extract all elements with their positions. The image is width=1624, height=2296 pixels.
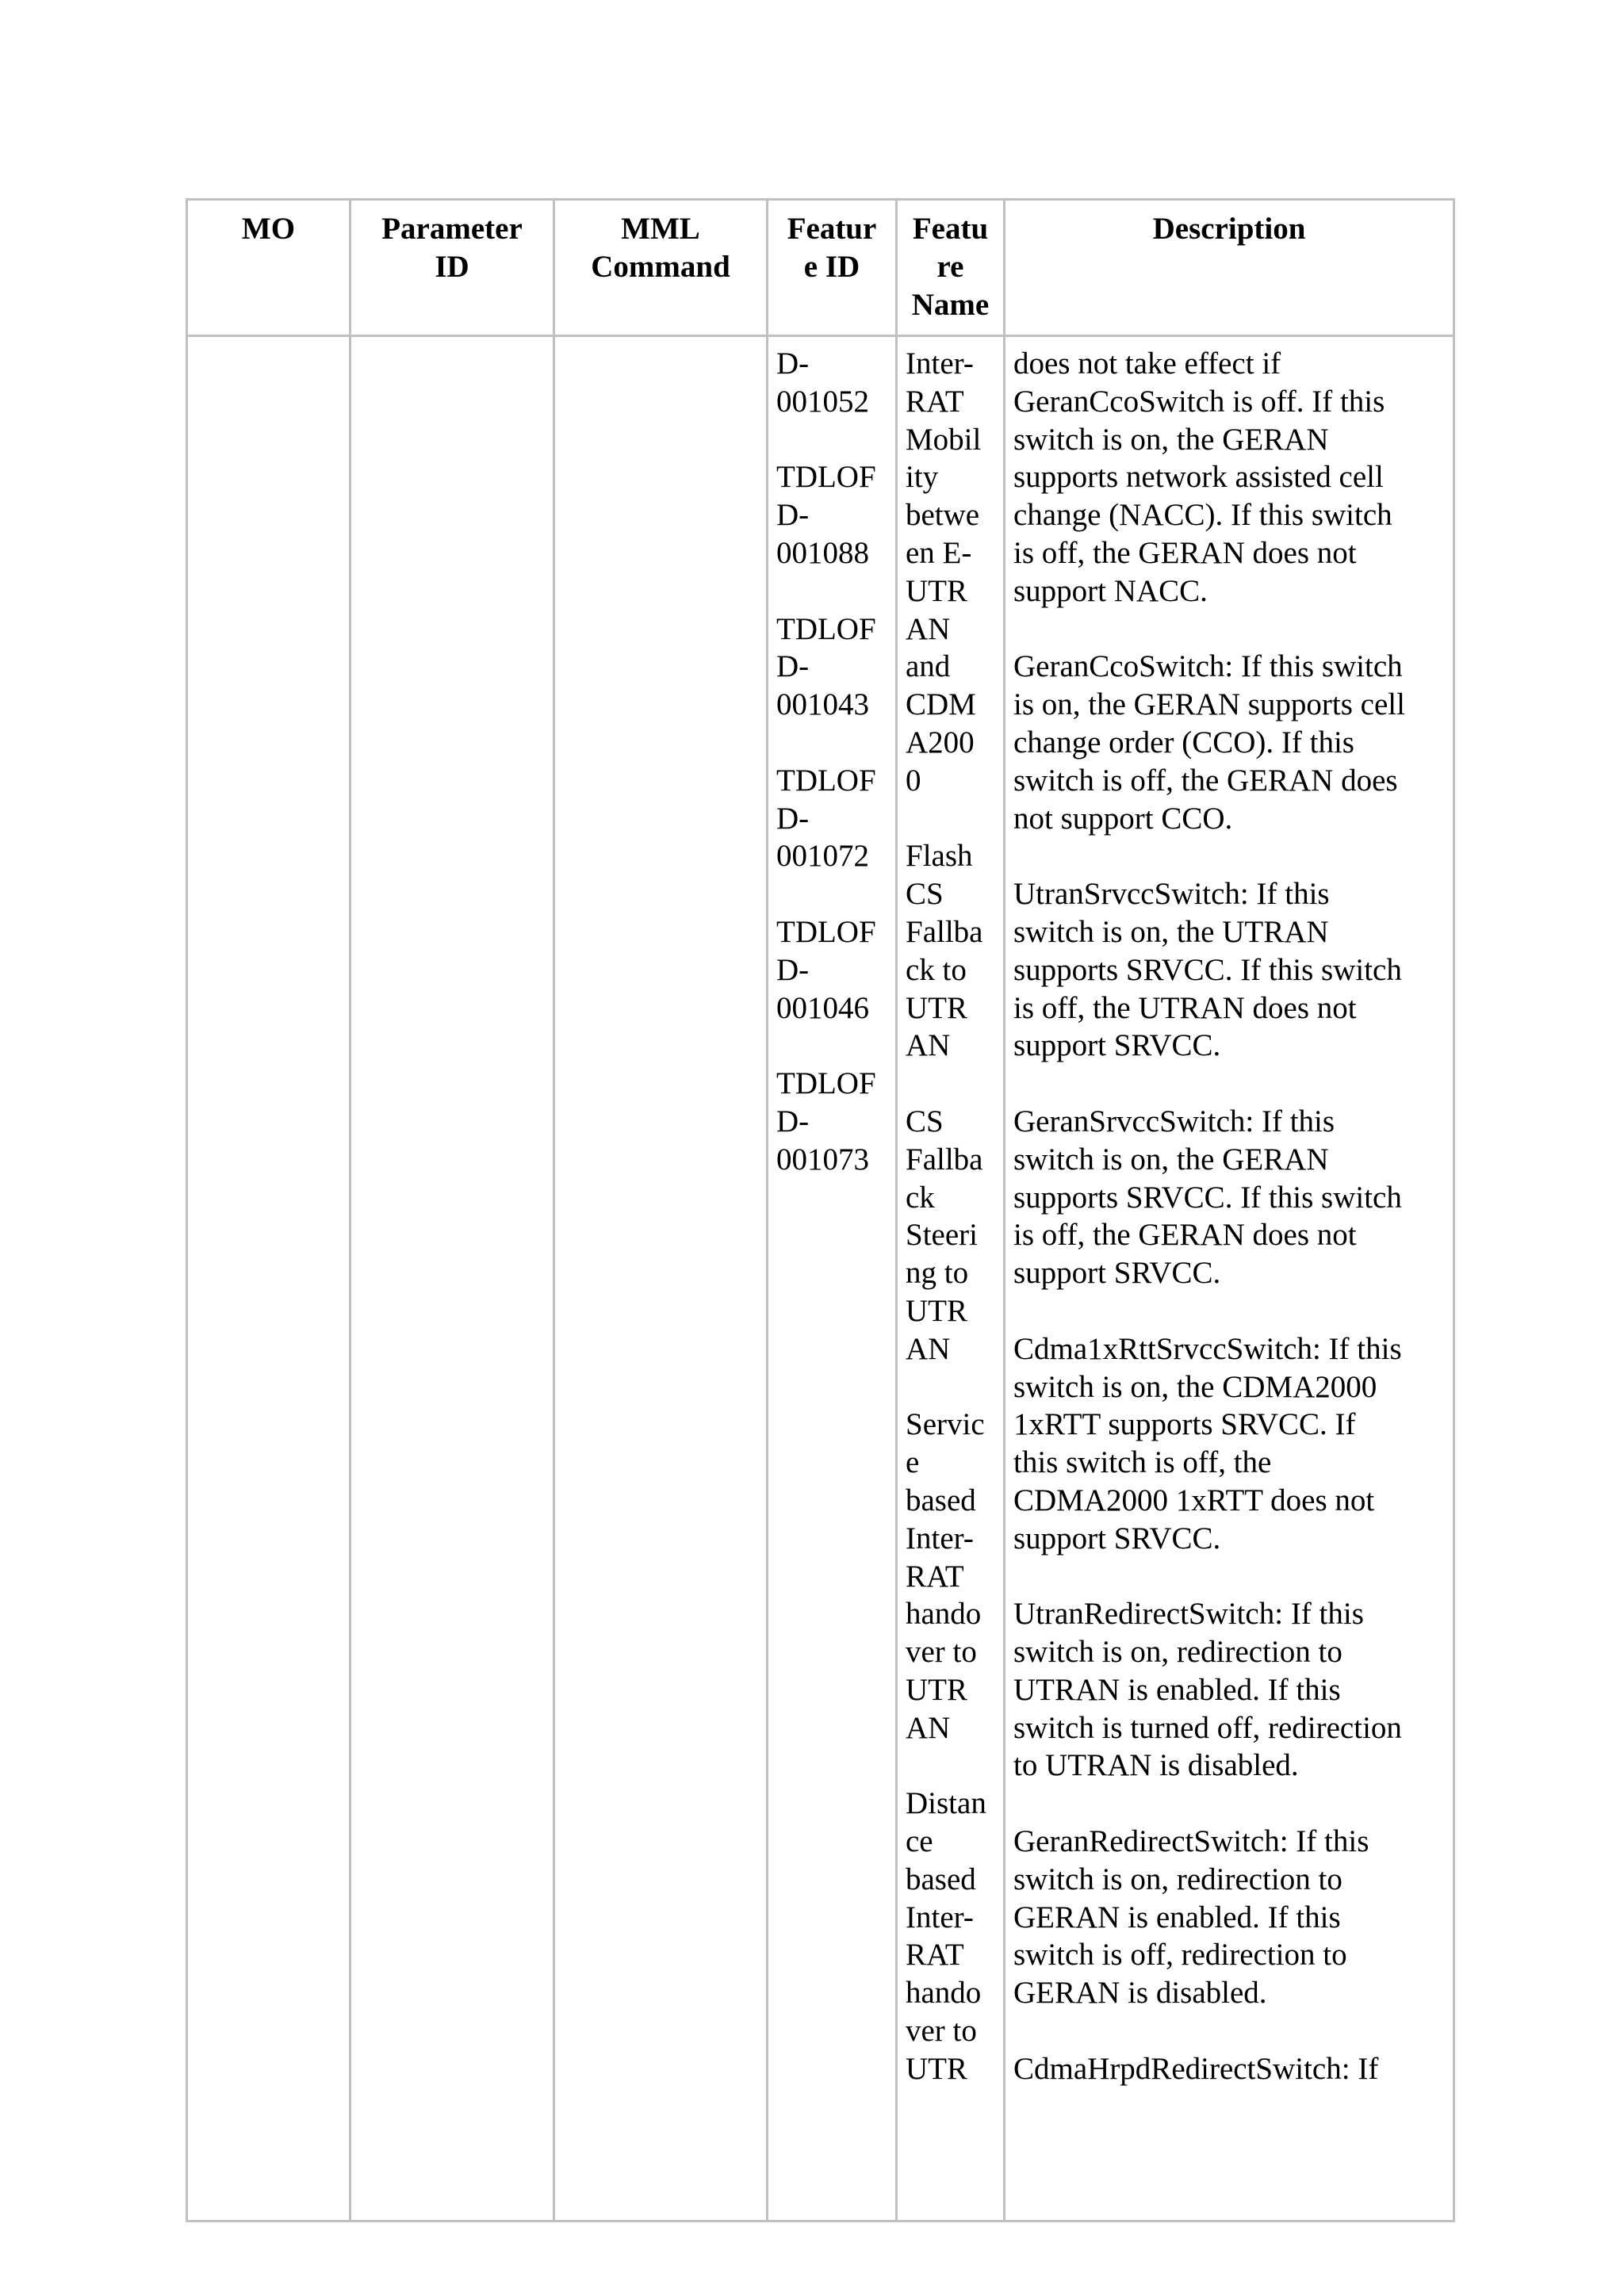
text-line: AN — [906, 611, 951, 646]
text-line: is off, the GERAN does not — [1013, 535, 1357, 570]
text-line: UTR — [906, 1672, 967, 1707]
text-line: D- — [776, 952, 810, 987]
text-line: MML — [621, 212, 700, 246]
text-line: Flash — [906, 839, 973, 874]
text-line: switch is off, redirection to — [1013, 1938, 1347, 1973]
text-line: is off, the GERAN does not — [1013, 1218, 1357, 1253]
text-line: switch is on, the CDMA2000 — [1013, 1369, 1377, 1404]
text-line: 1xRTT supports SRVCC. If — [1013, 1407, 1356, 1442]
text-line: supports SRVCC. If this switch — [1013, 1180, 1402, 1215]
text-line: e — [906, 1445, 920, 1480]
header-description — [1005, 200, 1454, 336]
text-line: GeranCcoSwitch: If this switch — [1013, 649, 1403, 684]
text-line: 001043 — [776, 687, 869, 722]
text-line: Fallba — [906, 914, 983, 949]
text-line: switch is on, redirection to — [1013, 1862, 1342, 1896]
text-line: Steeri — [906, 1218, 978, 1253]
header-feature-name — [897, 200, 1005, 336]
text-line — [776, 724, 887, 762]
text-line: ce — [906, 1824, 933, 1859]
cell-mo — [187, 336, 350, 2221]
text-line: 001072 — [776, 839, 869, 874]
text-line — [1013, 1065, 1445, 1103]
text-line — [906, 800, 995, 838]
header-mml-command — [554, 200, 768, 336]
text-line: TDLOF — [776, 611, 876, 646]
text-line: GeranRedirectSwitch: If this — [1013, 1824, 1369, 1859]
text-line: support SRVCC. — [1013, 1521, 1221, 1556]
cell-mml-command — [554, 336, 768, 2221]
text-line: D- — [776, 346, 810, 381]
text-line: RAT — [906, 384, 964, 419]
text-line: and — [906, 649, 951, 684]
text-line: Featu — [912, 212, 989, 246]
text-line: ID — [435, 249, 469, 284]
text-line: supports SRVCC. If this switch — [1013, 952, 1402, 987]
text-line: UtranRedirectSwitch: If this — [1013, 1597, 1364, 1632]
text-line: switch is on, the GERAN — [1013, 1142, 1329, 1177]
text-line: e ID — [803, 249, 860, 284]
text-line: hando — [906, 1976, 982, 2011]
text-line: support SRVCC. — [1013, 1256, 1221, 1291]
text-line: CDMA2000 1xRTT does not — [1013, 1483, 1375, 1517]
cell-feature-name — [897, 336, 1005, 2221]
text-line: Command — [591, 249, 730, 284]
text-line: UTR — [906, 1293, 967, 1328]
text-line — [776, 1027, 887, 1065]
text-line: UTR — [906, 990, 967, 1025]
text-line: is on, the GERAN supports cell — [1013, 687, 1405, 722]
text-line: Description — [1152, 212, 1306, 246]
text-line: based — [906, 1862, 976, 1896]
cell-parameter-id — [350, 336, 554, 2221]
text-line: A200 — [906, 725, 975, 760]
text-line — [906, 1065, 995, 1103]
text-line: supports network assisted cell — [1013, 460, 1384, 495]
text-line: hando — [906, 1597, 982, 1632]
text-line: TDLOF — [776, 914, 876, 949]
text-line — [906, 1368, 995, 1406]
text-line — [776, 572, 887, 610]
text-line: MO — [241, 212, 296, 246]
text-line: 001073 — [776, 1142, 869, 1177]
text-line: AN — [906, 1331, 951, 1366]
header-feature-id — [768, 200, 897, 336]
text-line: Name — [911, 287, 990, 322]
text-line: UTR — [906, 573, 967, 608]
text-line: 0 — [906, 763, 921, 798]
text-line: ng to — [906, 1256, 969, 1291]
table-row — [187, 336, 1454, 2221]
text-line: Mobil — [906, 422, 982, 457]
text-line: GeranCcoSwitch is off. If this — [1013, 384, 1385, 419]
text-line — [776, 875, 887, 913]
text-line: switch is on, redirection to — [1013, 1635, 1342, 1670]
text-line: en E- — [906, 535, 972, 570]
text-line — [1013, 1785, 1445, 1823]
text-line: re — [936, 249, 964, 284]
text-line: Featur — [787, 212, 877, 246]
text-line: 001052 — [776, 384, 869, 419]
header-parameter-id — [350, 200, 554, 336]
text-line: Inter- — [906, 1900, 974, 1934]
text-line: ck to — [906, 952, 967, 987]
text-line: D- — [776, 1104, 810, 1138]
text-line — [1013, 837, 1445, 875]
text-line: Distan — [906, 1786, 986, 1821]
text-line: Inter- — [906, 346, 974, 381]
text-line: Fallba — [906, 1142, 983, 1177]
text-line: UTR — [906, 2051, 967, 2086]
text-line: switch is on, the GERAN — [1013, 422, 1329, 457]
text-line: ver to — [906, 2014, 977, 2049]
text-line: GERAN is enabled. If this — [1013, 1900, 1341, 1934]
cell-feature-id — [768, 336, 897, 2221]
text-line: Servic — [906, 1407, 985, 1442]
text-line: CS — [906, 1104, 944, 1138]
text-line: does not take effect if — [1013, 346, 1281, 381]
text-line: RAT — [906, 1559, 964, 1594]
text-line — [776, 421, 887, 459]
text-line: UtranSrvccSwitch: If this — [1013, 877, 1330, 912]
text-line: Inter- — [906, 1521, 974, 1556]
text-line: Parameter — [381, 212, 523, 246]
text-line: D- — [776, 649, 810, 684]
text-line: not support CCO. — [1013, 801, 1233, 836]
text-line: based — [906, 1483, 976, 1517]
text-line: switch is on, the UTRAN — [1013, 914, 1329, 949]
text-line: is off, the UTRAN does not — [1013, 990, 1357, 1025]
text-line — [1013, 1292, 1445, 1330]
text-line: 001046 — [776, 990, 869, 1025]
text-line — [1013, 2012, 1445, 2050]
text-line: RAT — [906, 1938, 964, 1973]
text-line: D- — [776, 801, 810, 836]
text-line: switch is turned off, redirection — [1013, 1710, 1402, 1745]
text-line: betwe — [906, 498, 980, 533]
text-line: ver to — [906, 1635, 977, 1670]
text-line: to UTRAN is disabled. — [1013, 1748, 1299, 1783]
text-line: Cdma1xRttSrvccSwitch: If this — [1013, 1331, 1402, 1366]
text-line: AN — [906, 1710, 951, 1745]
text-line: TDLOF — [776, 460, 876, 495]
cell-description — [1005, 336, 1454, 2221]
text-line — [1013, 610, 1445, 649]
text-line: 001088 — [776, 535, 869, 570]
text-line: support NACC. — [1013, 573, 1208, 608]
text-line — [906, 1747, 995, 1785]
text-line: this switch is off, the — [1013, 1445, 1272, 1480]
text-line: CdmaHrpdRedirectSwitch: If — [1013, 2051, 1379, 2086]
text-line: ck — [906, 1180, 935, 1215]
text-line: GERAN is disabled. — [1013, 1976, 1267, 2011]
text-line: change order (CCO). If this — [1013, 725, 1354, 760]
header-row — [187, 200, 1454, 336]
text-line: switch is off, the GERAN does — [1013, 763, 1398, 798]
text-line: support SRVCC. — [1013, 1028, 1221, 1063]
text-line: D- — [776, 498, 810, 533]
text-line: TDLOF — [776, 1066, 876, 1101]
text-line: AN — [906, 1028, 951, 1063]
parameter-table — [186, 198, 1455, 2222]
text-line: TDLOF — [776, 763, 876, 798]
text-line: GeranSrvccSwitch: If this — [1013, 1104, 1335, 1138]
text-line: CS — [906, 877, 944, 912]
text-line: change (NACC). If this switch — [1013, 498, 1392, 533]
text-line: UTRAN is enabled. If this — [1013, 1672, 1341, 1707]
text-line: CDM — [906, 687, 976, 722]
text-line — [1013, 1558, 1445, 1596]
text-line: ity — [906, 460, 939, 495]
header-mo — [187, 200, 350, 336]
